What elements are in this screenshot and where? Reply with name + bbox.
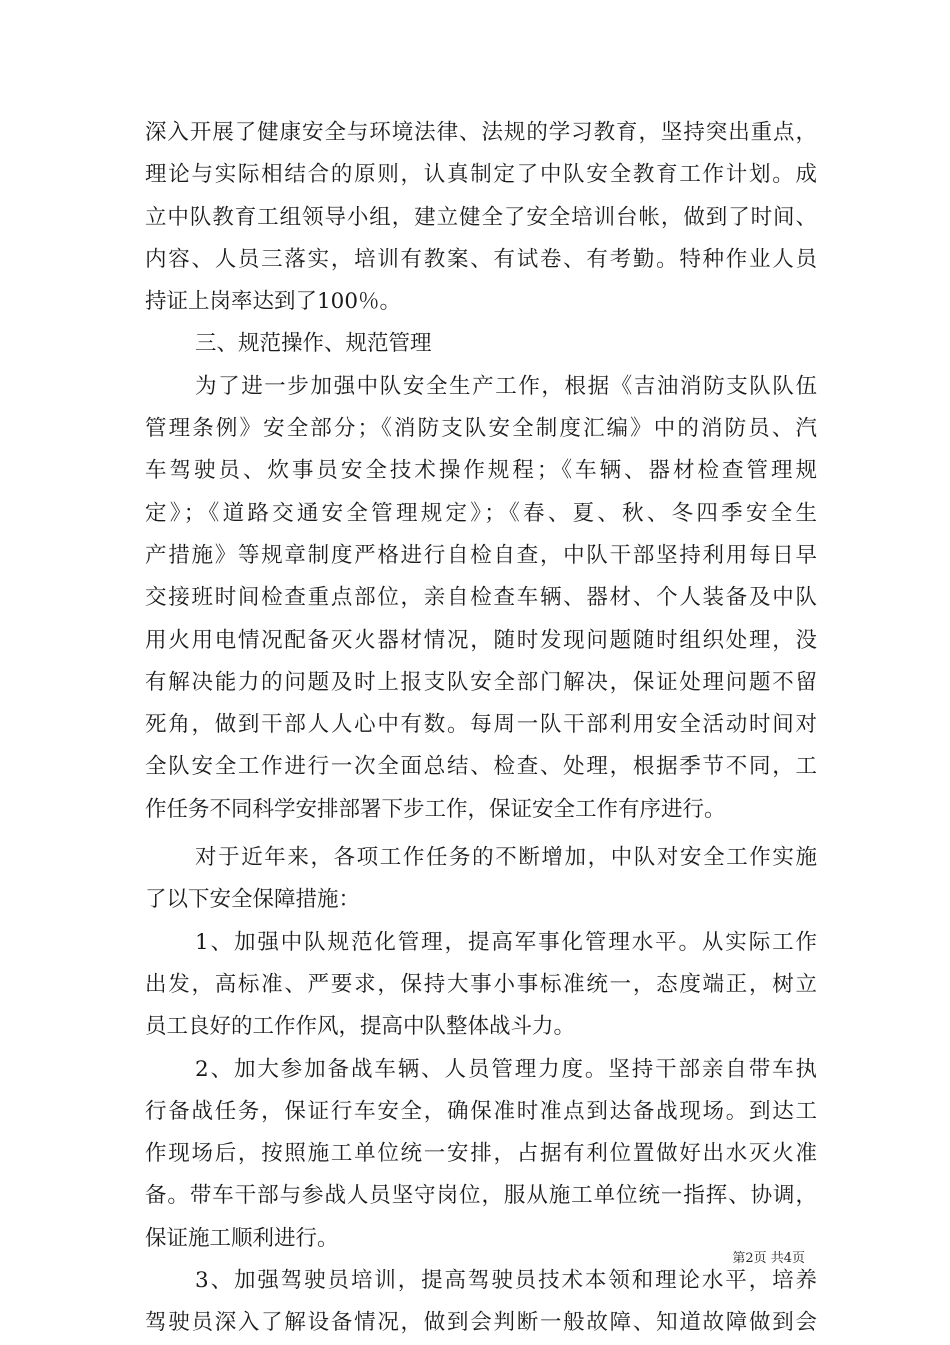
text-line: 2、加大参加备战车辆、人员管理力度。坚持干部亲自带车执 [195,1056,817,1082]
text-line: 持证上岗率达到了100％。 [145,289,402,315]
text-line: 行备战任务，保证行车安全，确保准时准点到达备战现场。到达工 [145,1098,817,1124]
text-line: 员工良好的工作作风，提高中队整体战斗力。 [145,1014,576,1040]
text-line: 理论与实际相结合的原则，认真制定了中队安全教育工作计划。成 [145,162,817,188]
text-line: 为了进一步加强中队安全生产工作，根据《吉油消防支队队伍 [195,373,817,399]
text-line: 三、规范操作、规范管理 [195,331,432,357]
text-line: 有解决能力的问题及时上报支队安全部门解决，保证处理问题不留 [145,669,817,695]
text-line: 车驾驶员、炊事员安全技术操作规程；《车辆、器材检查管理规 [145,458,817,484]
text-line: 3、加强驾驶员培训，提高驾驶员技术本领和理论水平，培养 [195,1268,817,1294]
text-line: 死角，做到干部人人心中有数。每周一队干部利用安全活动时间对 [145,712,817,738]
text-line: 管理条例》安全部分；《消防支队安全制度汇编》中的消防员、汽 [145,416,817,442]
text-line: 了以下安全保障措施： [145,887,361,913]
text-line: 内容、人员三落实，培训有教案、有试卷、有考勤。特种作业人员 [145,246,817,272]
text-line: 作现场后，按照施工单位统一安排，占据有利位置做好出水灭火准 [145,1141,817,1167]
text-line: 用火用电情况配备灭火器材情况，随时发现问题随时组织处理，没 [145,627,817,653]
text-line: 作任务不同科学安排部署下步工作，保证安全工作有序进行。 [145,796,726,822]
text-line: 保证施工顺利进行。 [145,1225,339,1251]
text-line: 驾驶员深入了解设备情况，做到会判断一般故障、知道故障做到会 [145,1310,817,1336]
text-line: 出发，高标准、严要求，保持大事小事标准统一，态度端正，树立 [145,971,817,997]
text-line: 1、加强中队规范化管理，提高军事化管理水平。从实际工作 [195,929,817,955]
text-line: 全队安全工作进行一次全面总结、检查、处理，根据季节不同，工 [145,754,817,780]
text-line: 立中队教育工组领导小组，建立健全了安全培训台帐，做到了时间、 [145,204,817,230]
text-line: 产措施》等规章制度严格进行自检自查，中队干部坚持利用每日早 [145,542,817,568]
text-line: 深入开展了健康安全与环境法律、法规的学习教育，坚持突出重点， [145,120,817,145]
text-line: 备。带车干部与参战人员坚守岗位，服从施工单位统一指挥、协调， [145,1183,817,1209]
text-line: 定》；《道路交通安全管理规定》；《春、夏、秋、冬四季安全生 [145,500,817,526]
text-line: 对于近年来，各项工作任务的不断增加，中队对安全工作实施 [195,845,817,871]
document-body [145,112,817,1345]
text-line: 交接班时间检查重点部位，亲自检查车辆、器材、个人装备及中队 [145,585,817,611]
page-footer: 第2页 共4页 [732,1251,805,1266]
